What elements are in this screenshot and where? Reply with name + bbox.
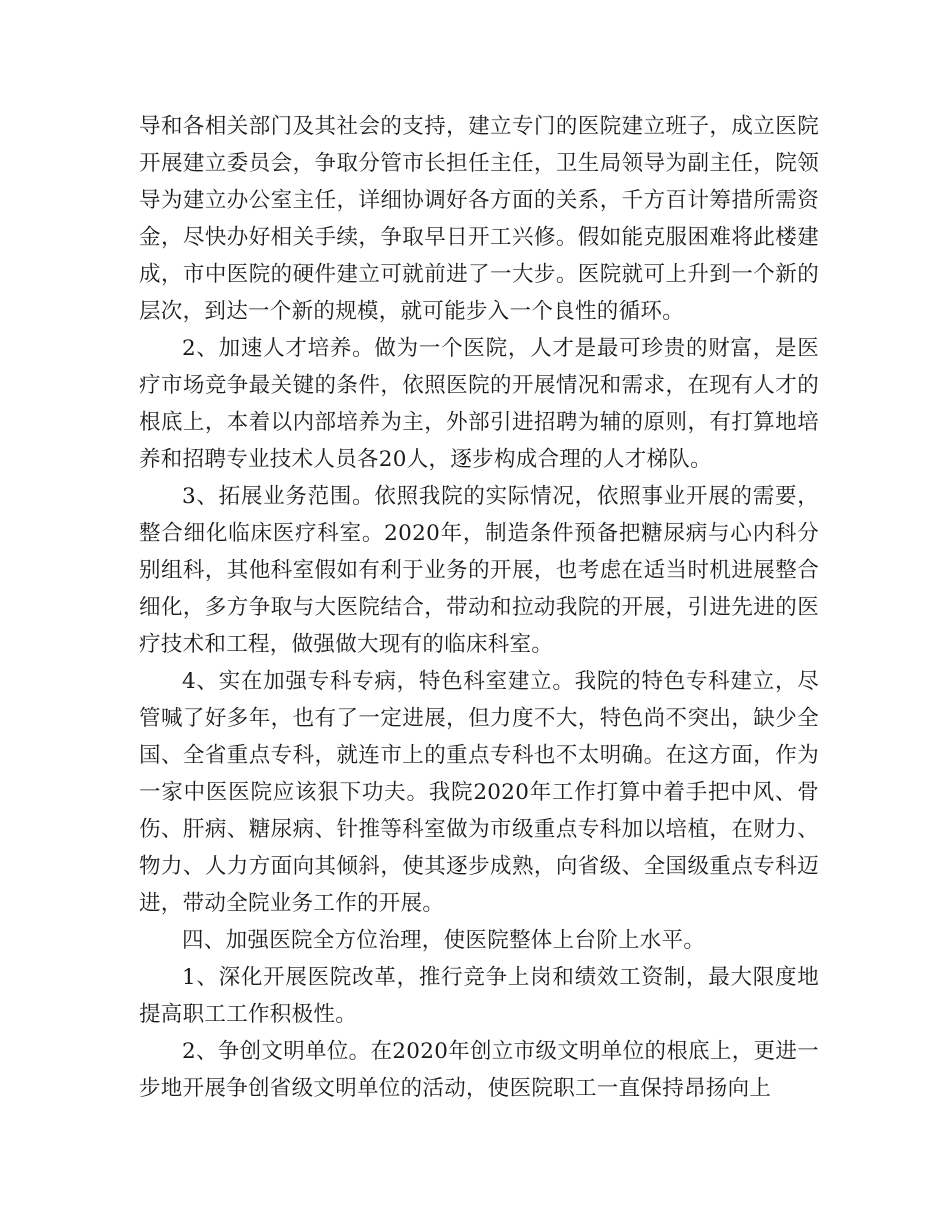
paragraph: 2、争创文明单位。在2020年创立市级文明单位的根底上，更进一步地开展争创省级文明单位的活动，使医院职工一直保持昂扬向上 <box>139 1039 819 1101</box>
body-text <box>139 108 819 1107</box>
section-heading: 四、加强医院全方位治理，使医院整体上台阶上水平。 <box>182 928 706 953</box>
paragraph: 4、实在加强专科专病，特色科室建立。我院的特色专科建立，尽管喊了好多年，也有了一定进展，但力度不大，特色尚不突出，缺少全国、全省重点专科，就连市上的重点专科也不太明确。在这方面，作为一家中医医院应该狠下功夫。我院2020年工作打算中着手把中风、骨伤、肝病、糖尿病、针推等科室做为市级重点专科加以培植，在财力、物力、人力方面向其倾斜，使其逐步成熟，向省级、全国级重点专科迈进，带动全院业务工作的开展。 <box>139 669 819 916</box>
paragraph: 1、深化开展医院改革，推行竞争上岗和绩效工资制，最大限度地提高职工工作积极性。 <box>139 965 819 1027</box>
paragraph: 3、拓展业务范围。依照我院的实际情况，依照事业开展的需要，整合细化临床医疗科室。2020年，制造条件预备把糖尿病与心内科分别组科，其他科室假如有利于业务的开展，也考虑在适当时机进展整合细化，多方争取与大医院结合，带动和拉动我院的开展，引进先进的医疗技术和工程，做强做大现有的临床科室。 <box>139 484 819 657</box>
paragraph: 2、加速人才培养。做为一个医院，人才是最可珍贵的财富，是医疗市场竞争最关键的条件，依照医院的开展情况和需求，在现有人才的根底上，本着以内部培养为主，外部引进招聘为辅的原则，有打算地培养和招聘专业技术人员各20人，逐步构成合理的人才梯队。 <box>139 336 819 472</box>
paragraph: 导和各相关部门及其社会的支持，建立专门的医院建立班子，成立医院开展建立委员会，争取分管市长担任主任，卫生局领导为副主任，院领导为建立办公室主任，详细协调好各方面的关系，千方百计筹措所需资金，尽快办好相关手续，争取早日开工兴修。假如能克服困难将此楼建成，市中医院的硬件建立可就前进了一大步。医院就可上升到一个新的层次，到达一个新的规模，就可能步入一个良性的循环。 <box>139 114 819 324</box>
